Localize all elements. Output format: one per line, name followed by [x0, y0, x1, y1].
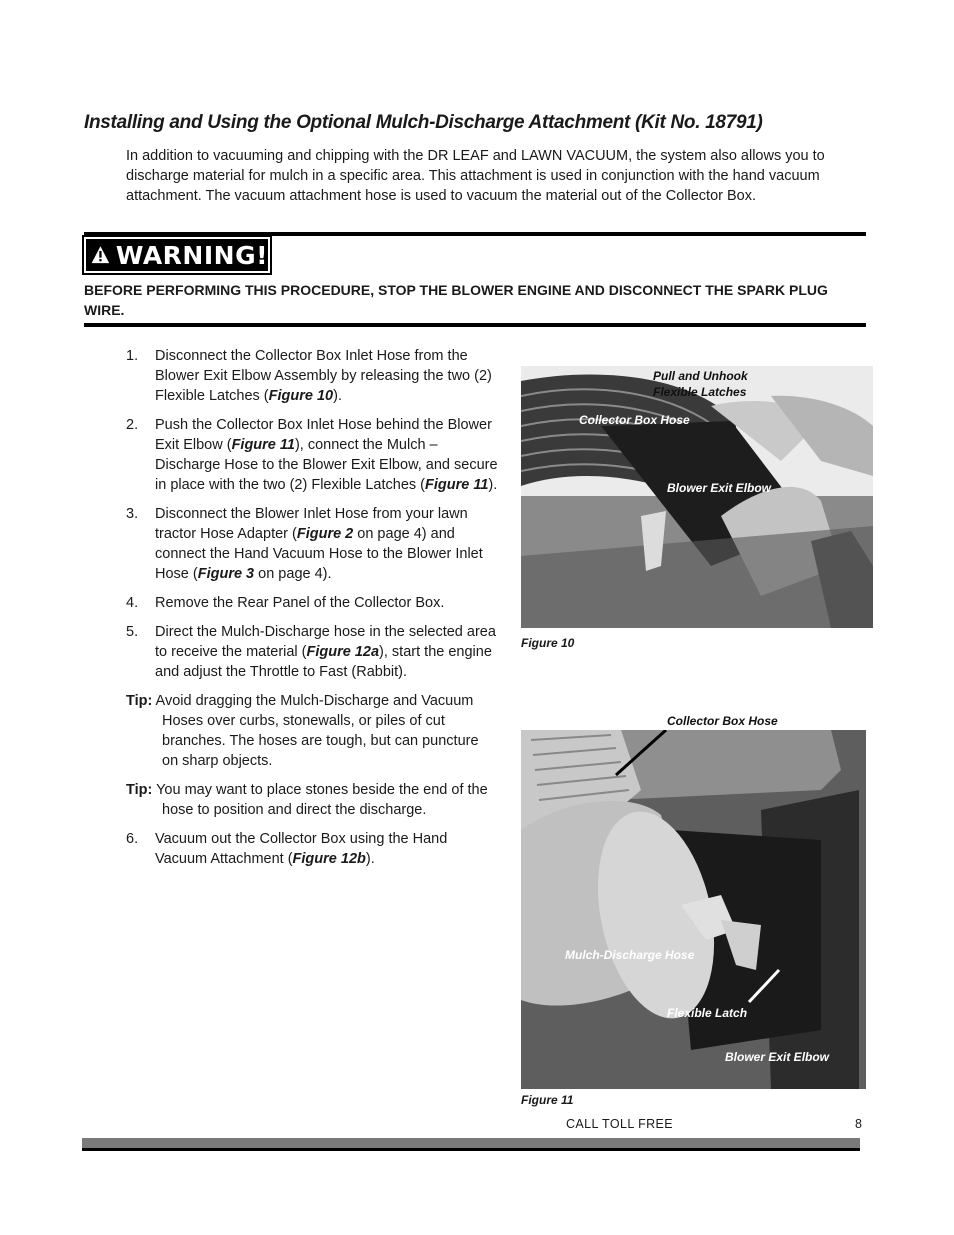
tip-label: Tip:	[126, 782, 153, 798]
footer-bar	[82, 1138, 860, 1151]
tip-label: Tip:	[126, 693, 153, 709]
step-number: 5.	[126, 624, 139, 640]
step-text: Vacuum out the Collector Box using the Hand Vacuum Attachment (Figure 12b).	[155, 831, 448, 867]
figure-ref: Figure 11	[231, 437, 295, 453]
figure-ref: Figure 2	[296, 526, 354, 542]
figure-ref: Figure 12a	[306, 644, 380, 660]
step-text: Direct the Mulch-Discharge hose in the selected area to receive the material (Figure 12a), start the engine and adjust the Throttle to Fast (Rabbit).	[155, 624, 496, 680]
tip-text: You may want to place stones beside the end of the hose to position and direct the discharge.	[156, 782, 488, 818]
figure-ref: Figure 12b	[292, 851, 366, 867]
figure-10	[521, 366, 873, 628]
label-pull-unhook: Pull and Unhook	[653, 369, 748, 383]
warning-badge	[82, 235, 272, 275]
instruction-list	[126, 346, 498, 878]
step-number: 3.	[126, 506, 139, 522]
warning-bottom-rule	[84, 323, 866, 327]
step-2	[126, 415, 498, 495]
label-blower-exit-elbow: Blower Exit Elbow	[725, 1050, 830, 1064]
figure-11	[521, 730, 866, 1089]
tip-2	[126, 780, 498, 820]
label-flexible-latches: Flexible Latches	[653, 385, 747, 399]
section-title: Installing and Using the Optional Mulch-Discharge Attachment (Kit No. 18791)	[84, 112, 763, 133]
page-number: 8	[855, 1117, 862, 1131]
step-4	[126, 593, 498, 613]
label-collector-box-hose: Collector Box Hose	[579, 413, 690, 427]
tip-1	[126, 691, 498, 771]
step-6	[126, 829, 498, 869]
figure-10-photo	[521, 366, 873, 628]
figure-ref: Figure 10	[268, 388, 334, 404]
step-text: Disconnect the Blower Inlet Hose from your lawn tractor Hose Adapter (Figure 2 on page 4) and connect the Hand Vacuum Hose to the Blower Inlet Hose (Figure 3 on page 4).	[155, 506, 483, 582]
warning-label: WARNING!	[115, 240, 268, 270]
warning-text: BEFORE PERFORMING THIS PROCEDURE, STOP THE BLOWER ENGINE AND DISCONNECT THE SPARK PLUG WIRE.	[84, 282, 828, 318]
figure-11-caption: Figure 11	[521, 1093, 574, 1107]
figure-11-photo	[521, 730, 866, 1089]
intro-paragraph: In addition to vacuuming and chipping with the DR LEAF and LAWN VACUUM, the system also allows you to discharge material for mulch in a specific area. This attachment is used in conjunction with the hand vacuum attachment. The vacuum attachment hose is used to vacuum the material out of the Collector Box.	[126, 148, 825, 204]
step-text: Push the Collector Box Inlet Hose behind the Blower Exit Elbow (Figure 11), connect the Mulch – Discharge Hose to the Blower Exit Elbow, and secure in place with the two (2) Flexible Latches (Figure 11).	[155, 417, 498, 493]
tip-text: Avoid dragging the Mulch-Discharge and Vacuum Hoses over curbs, stonewalls, or piles of cut branches. The hoses are tough, but can puncture on sharp objects.	[155, 693, 479, 769]
step-1	[126, 346, 498, 406]
step-number: 2.	[126, 417, 139, 433]
step-number: 4.	[126, 595, 139, 611]
step-number: 6.	[126, 831, 139, 847]
step-5	[126, 622, 498, 682]
figure-ref: Figure 3	[197, 566, 255, 582]
label-collector-box-hose: Collector Box Hose	[667, 714, 778, 728]
step-3	[126, 504, 498, 584]
label-blower-exit-elbow: Blower Exit Elbow	[667, 481, 772, 495]
figure-10-caption: Figure 10	[521, 636, 575, 650]
step-number: 1.	[126, 348, 139, 364]
step-text: Disconnect the Collector Box Inlet Hose from the Blower Exit Elbow Assembly by releasing the two (2) Flexible Latches (Figure 10).	[155, 348, 492, 404]
footer-call-toll-free: CALL TOLL FREE	[566, 1117, 674, 1131]
step-text: Remove the Rear Panel of the Collector Box.	[155, 595, 445, 611]
warning-triangle-icon	[91, 241, 110, 269]
label-flexible-latch: Flexible Latch	[667, 1006, 748, 1020]
figure-ref: Figure 11	[425, 477, 489, 493]
label-mulch-discharge-hose: Mulch-Discharge Hose	[565, 948, 695, 962]
